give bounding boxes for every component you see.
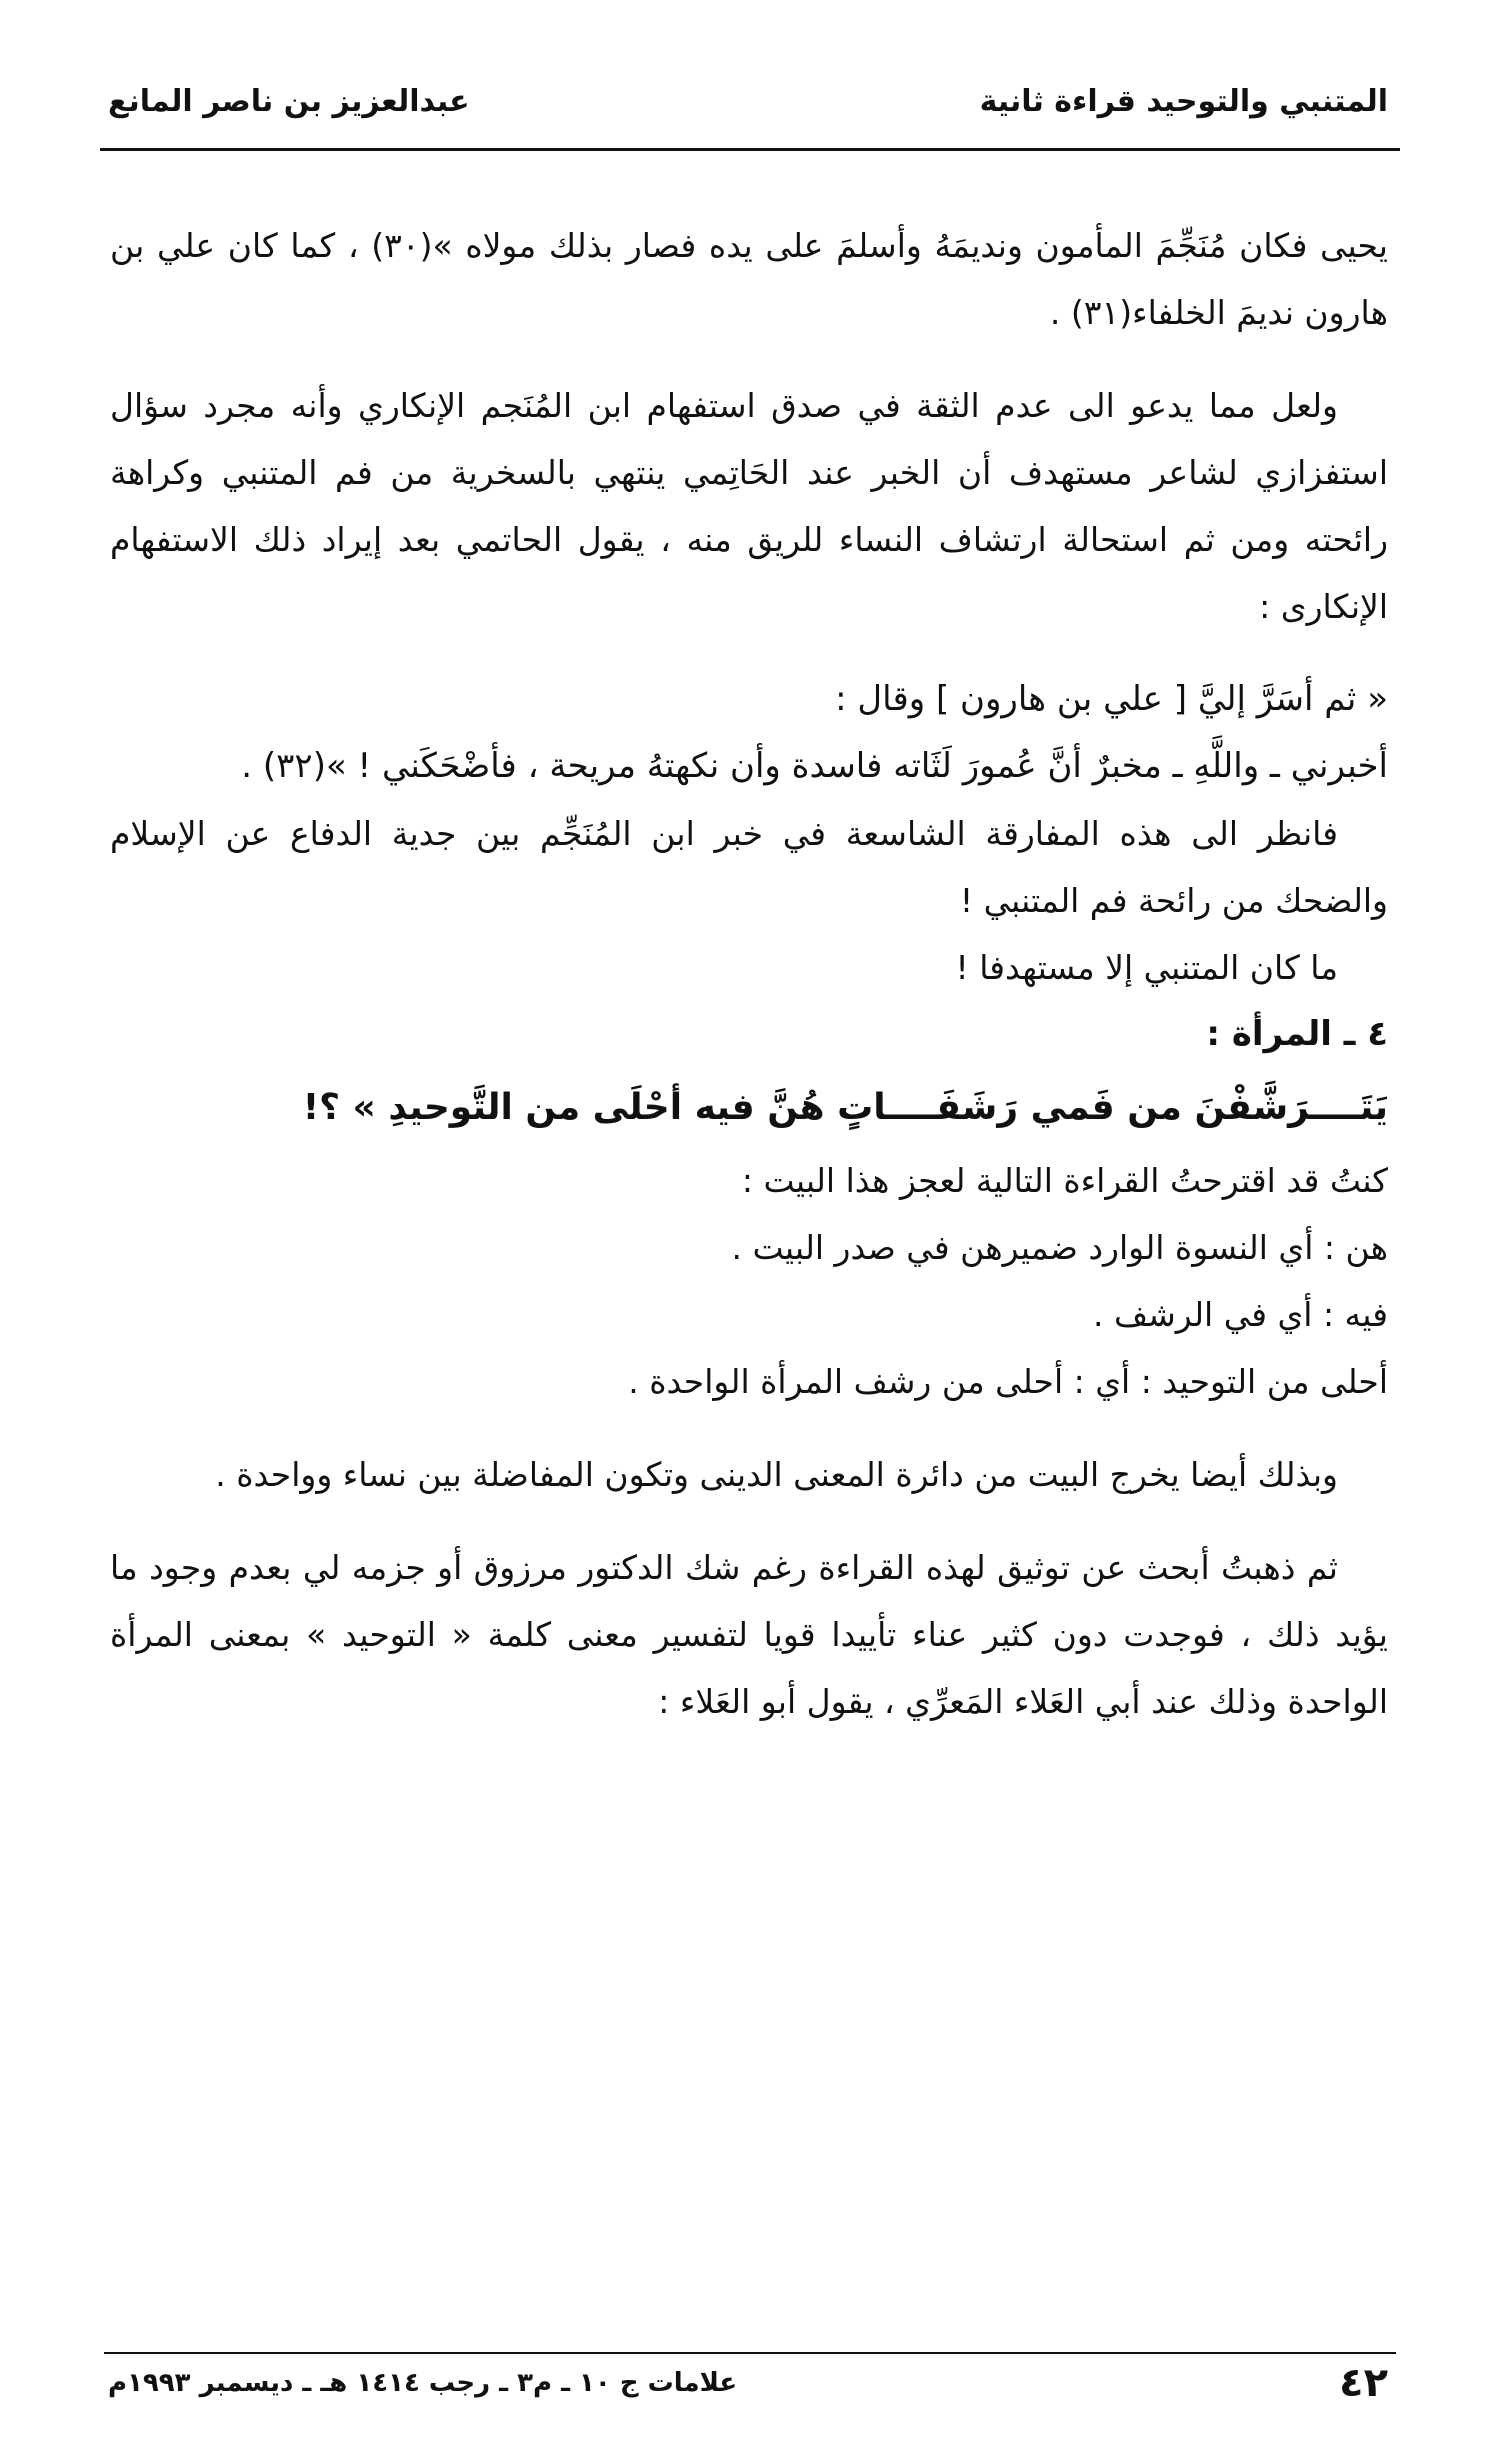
- poem-verse: يَتَــــرَشَّفْنَ من فَمي رَشَفَــــاتٍ هُنَّ فيه أحْلَى من التَّوحيدِ » ؟!: [302, 1087, 1388, 1128]
- page-footer: [108, 2360, 1388, 2420]
- gloss-hunna: هن : أي النسوة الوارد ضميرهن في صدر البيت .: [731, 1228, 1388, 1267]
- book-title: المتنبي والتوحيد قراءة ثانية: [979, 84, 1388, 119]
- paragraph-continuation: يحيى فكان مُنَجِّمَ المأمون ونديمَهُ وأسلمَ على يده فصار بذلك مولاه »(٣٠) ، كما كان علي بن هارون نديمَ الخلفاء(٣١) .: [110, 226, 1388, 332]
- page-number: ٤٢: [1339, 2360, 1388, 2406]
- body-text: [110, 212, 1388, 1735]
- gloss-tawhid: أحلى من التوحيد : أي : أحلى من رشف المرأة الواحدة .: [628, 1362, 1388, 1401]
- author-name: عبدالعزيز بن ناصر المانع: [108, 84, 470, 119]
- paragraph-distrust: ولعل مما يدعو الى عدم الثقة في صدق استفهام ابن المُنَجم الإنكاري وأنه مجرد سؤال استفزازي لشاعر مستهدف أن الخبر عند الحَاتِمي ينتهي بالسخرية من فم المتنبي وكراهة رائحته ومن ثم استحالة ارتشاف النساء للريق منه ، يقول الحاتمي بعد إيراد ذلك الاستفهام الإنكارى :: [110, 386, 1388, 626]
- reading-intro: كنتُ قد اقترحتُ القراءة التالية لعجز هذا البيت :: [741, 1161, 1388, 1200]
- paragraph-targeted: ما كان المتنبي إلا مستهدفا !: [955, 948, 1338, 987]
- journal-reference: علامات ج ١٠ ـ م٣ ـ رجب ١٤١٤ هـ ـ ديسمبر ١٩٩٣م: [108, 2368, 738, 2398]
- paragraph-documentation: ثم ذهبتُ أبحث عن توثيق لهذه القراءة رغم شك الدكتور مرزوق أو جزمه لي بعدم وجود ما يؤيد ذلك ، فوجدت دون كثير عناء تأييدا قويا لتفسير معنى كلمة « التوحيد » بمعنى المرأة الواحدة وذلك عند أبي العَلاء المَعرِّي ، يقول أبو العَلاء :: [110, 1548, 1388, 1721]
- footer-rule: [104, 2352, 1396, 2354]
- running-head: [108, 78, 1388, 138]
- gloss-fihi: فيه : أي في الرشف .: [1092, 1295, 1388, 1334]
- section-heading-woman: ٤ ـ المرأة :: [1206, 1014, 1388, 1054]
- paragraph-meaning: وبذلك أيضا يخرج البيت من دائرة المعنى الدينى وتكون المفاضلة بين نساء وواحدة .: [215, 1455, 1338, 1494]
- quote-intro: « ثم أسَرَّ إليَّ [ علي بن هارون ] وقال :: [835, 679, 1388, 719]
- paragraph-paradox: فانظر الى هذه المفارقة الشاسعة في خبر ابن المُنَجِّم بين جدية الدفاع عن الإسلام والضحك من رائحة فم المتنبي !: [110, 814, 1388, 920]
- header-rule: [100, 148, 1400, 151]
- quote-body: أخبرني ـ واللَّهِ ـ مخبرٌ أنَّ عُمورَ لَثَاته فاسدة وأن نكهتهُ مريحة ، فأضْحَكَني ! »(٣٢) .: [241, 746, 1388, 786]
